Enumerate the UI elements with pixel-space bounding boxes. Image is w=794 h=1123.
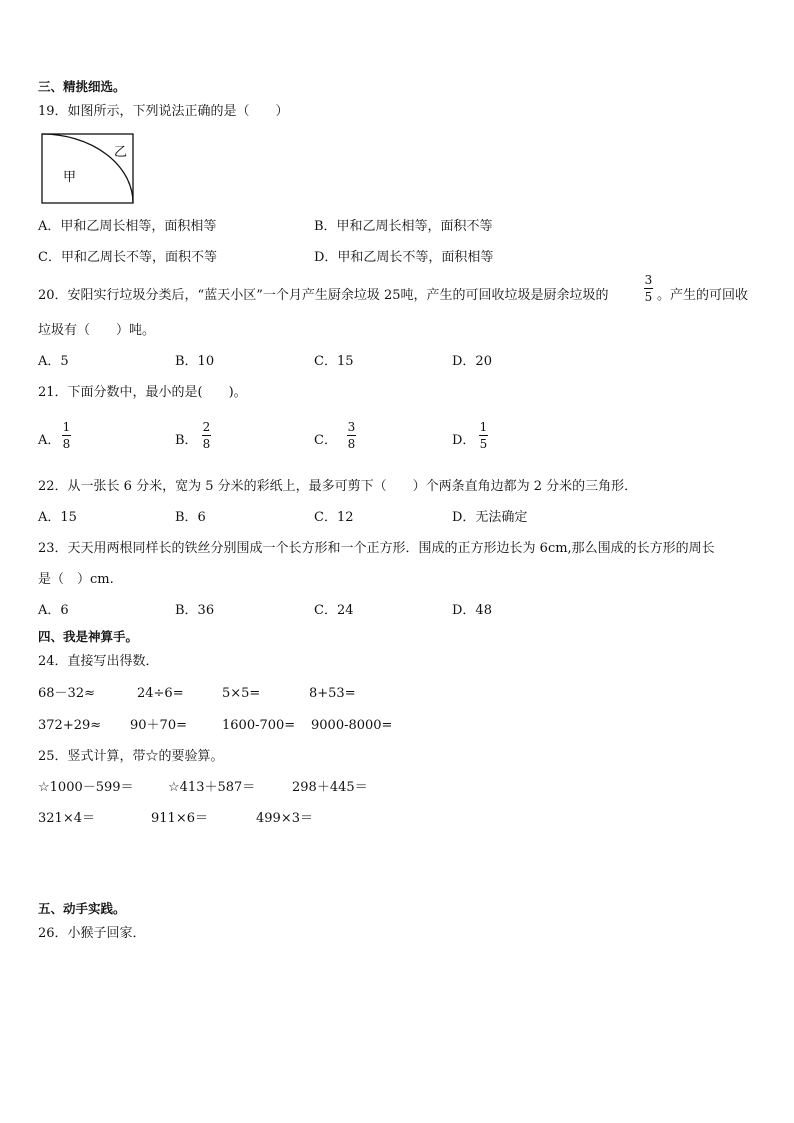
question-21-stem: 21．下面分数中，最小的是( )。 [38, 385, 247, 400]
calc-item: ☆413＋587＝ [168, 780, 256, 795]
calc-item: 321×4＝ [38, 811, 95, 826]
question-20-stem: 20．安阳实行垃圾分类后，“蓝天小区”一个月产生厨余垃圾 25吨，产生的可回收垃圾是厨余垃圾的 [38, 288, 609, 303]
calc-item: 9000-8000= [311, 718, 393, 733]
calc-item: 68－32≈ [38, 686, 95, 701]
section-heading-5: 五、动手实践。 [38, 901, 126, 916]
calc-item: 499×3＝ [256, 811, 313, 826]
calc-item: 8+53= [309, 686, 356, 701]
question-19-option-a[interactable]: A．甲和乙周长相等，面积相等 [38, 219, 217, 234]
fraction-denominator: 5 [479, 437, 488, 451]
question-21-option-d-letter[interactable]: D． [452, 433, 476, 448]
figure-label-yi: 乙 [114, 145, 128, 160]
question-20-fraction [644, 273, 653, 304]
question-20-option-d[interactable]: D．20 [452, 354, 492, 369]
question-22-option-d[interactable]: D．无法确定 [452, 510, 528, 525]
question-22-stem: 22．从一张长 6 分米，宽为 5 分米的彩纸上，最多可剪下（ ）个两条直角边都为 2 分米的三角形． [38, 479, 638, 494]
figure-label-jia: 甲 [63, 170, 77, 185]
question-19-option-b[interactable]: B．甲和乙周长相等，面积不等 [314, 219, 493, 234]
question-24-stem: 24．直接写出得数． [38, 654, 159, 669]
question-22-option-c[interactable]: C．12 [314, 510, 354, 525]
question-21-option-b-letter[interactable]: B． [175, 433, 198, 448]
question-26-stem: 26．小猴子回家． [38, 926, 146, 941]
fraction-numerator: 1 [62, 420, 71, 434]
question-22-option-a[interactable]: A．15 [38, 510, 77, 525]
calc-item: 5×5= [222, 686, 261, 701]
fraction-denominator: 8 [202, 437, 211, 451]
question-20-option-a[interactable]: A．5 [38, 354, 69, 369]
question-23-stem-line2: 是（ ）cm. [38, 572, 114, 587]
question-23-option-a[interactable]: A．6 [38, 603, 69, 618]
fraction-bar [202, 435, 211, 436]
calc-item: 1600-700= [222, 718, 296, 733]
question-23-option-b[interactable]: B．36 [175, 603, 215, 618]
section-heading-4: 四、我是神算手。 [38, 629, 139, 644]
question-20-stem-line2: 垃圾有（ ）吨。 [38, 323, 156, 338]
question-23-option-c[interactable]: C．24 [314, 603, 354, 618]
question-21-option-a-letter[interactable]: A． [38, 433, 61, 448]
fraction-denominator: 8 [347, 437, 356, 451]
question-19-stem: 19．如图所示，下列说法正确的是（ ） [38, 104, 289, 119]
question-23-option-d[interactable]: D．48 [452, 603, 492, 618]
calc-item: 298＋445＝ [292, 780, 368, 795]
fraction-numerator: 1 [479, 420, 488, 434]
question-23-stem: 23．天天用两根同样长的铁丝分别围成一个长方形和一个正方形．围成的正方形边长为 6cm,那么围成的长方形的周长 [38, 541, 715, 556]
question-22-option-b[interactable]: B．6 [175, 510, 206, 525]
fraction-bar [62, 435, 71, 436]
question-20-option-b[interactable]: B．10 [175, 354, 215, 369]
calc-item: ☆1000－599＝ [38, 780, 134, 795]
fraction-numerator: 3 [347, 420, 356, 434]
section-heading-3: 三、精挑细选。 [38, 79, 126, 94]
calc-item: 24÷6= [137, 686, 184, 701]
question-19-figure [41, 133, 135, 205]
question-19-option-d[interactable]: D．甲和乙周长不等，面积相等 [314, 250, 494, 265]
question-20-option-c[interactable]: C．15 [314, 354, 354, 369]
fraction-numerator: 3 [644, 273, 653, 287]
calc-item: 911×6＝ [151, 811, 208, 826]
question-21-option-c-letter[interactable]: C． [314, 433, 337, 448]
question-21-option-d-fraction[interactable] [479, 420, 488, 451]
fraction-denominator: 8 [62, 437, 71, 451]
fraction-bar [479, 435, 488, 436]
question-19-option-c[interactable]: C．甲和乙周长不等，面积不等 [38, 250, 217, 265]
calc-item: 90＋70= [130, 718, 187, 733]
question-21-option-a-fraction[interactable] [62, 420, 71, 451]
calc-item: 372+29≈ [38, 718, 102, 733]
question-21-option-b-fraction[interactable] [202, 420, 211, 451]
fraction-bar [347, 435, 356, 436]
question-21-option-c-fraction[interactable] [347, 420, 356, 451]
fraction-bar [644, 288, 653, 289]
fraction-numerator: 2 [202, 420, 211, 434]
fraction-denominator: 5 [644, 290, 653, 304]
question-20-stem-cont: 。产生的可回收 [657, 288, 749, 303]
question-25-stem: 25．竖式计算，带☆的要验算。 [38, 749, 224, 764]
